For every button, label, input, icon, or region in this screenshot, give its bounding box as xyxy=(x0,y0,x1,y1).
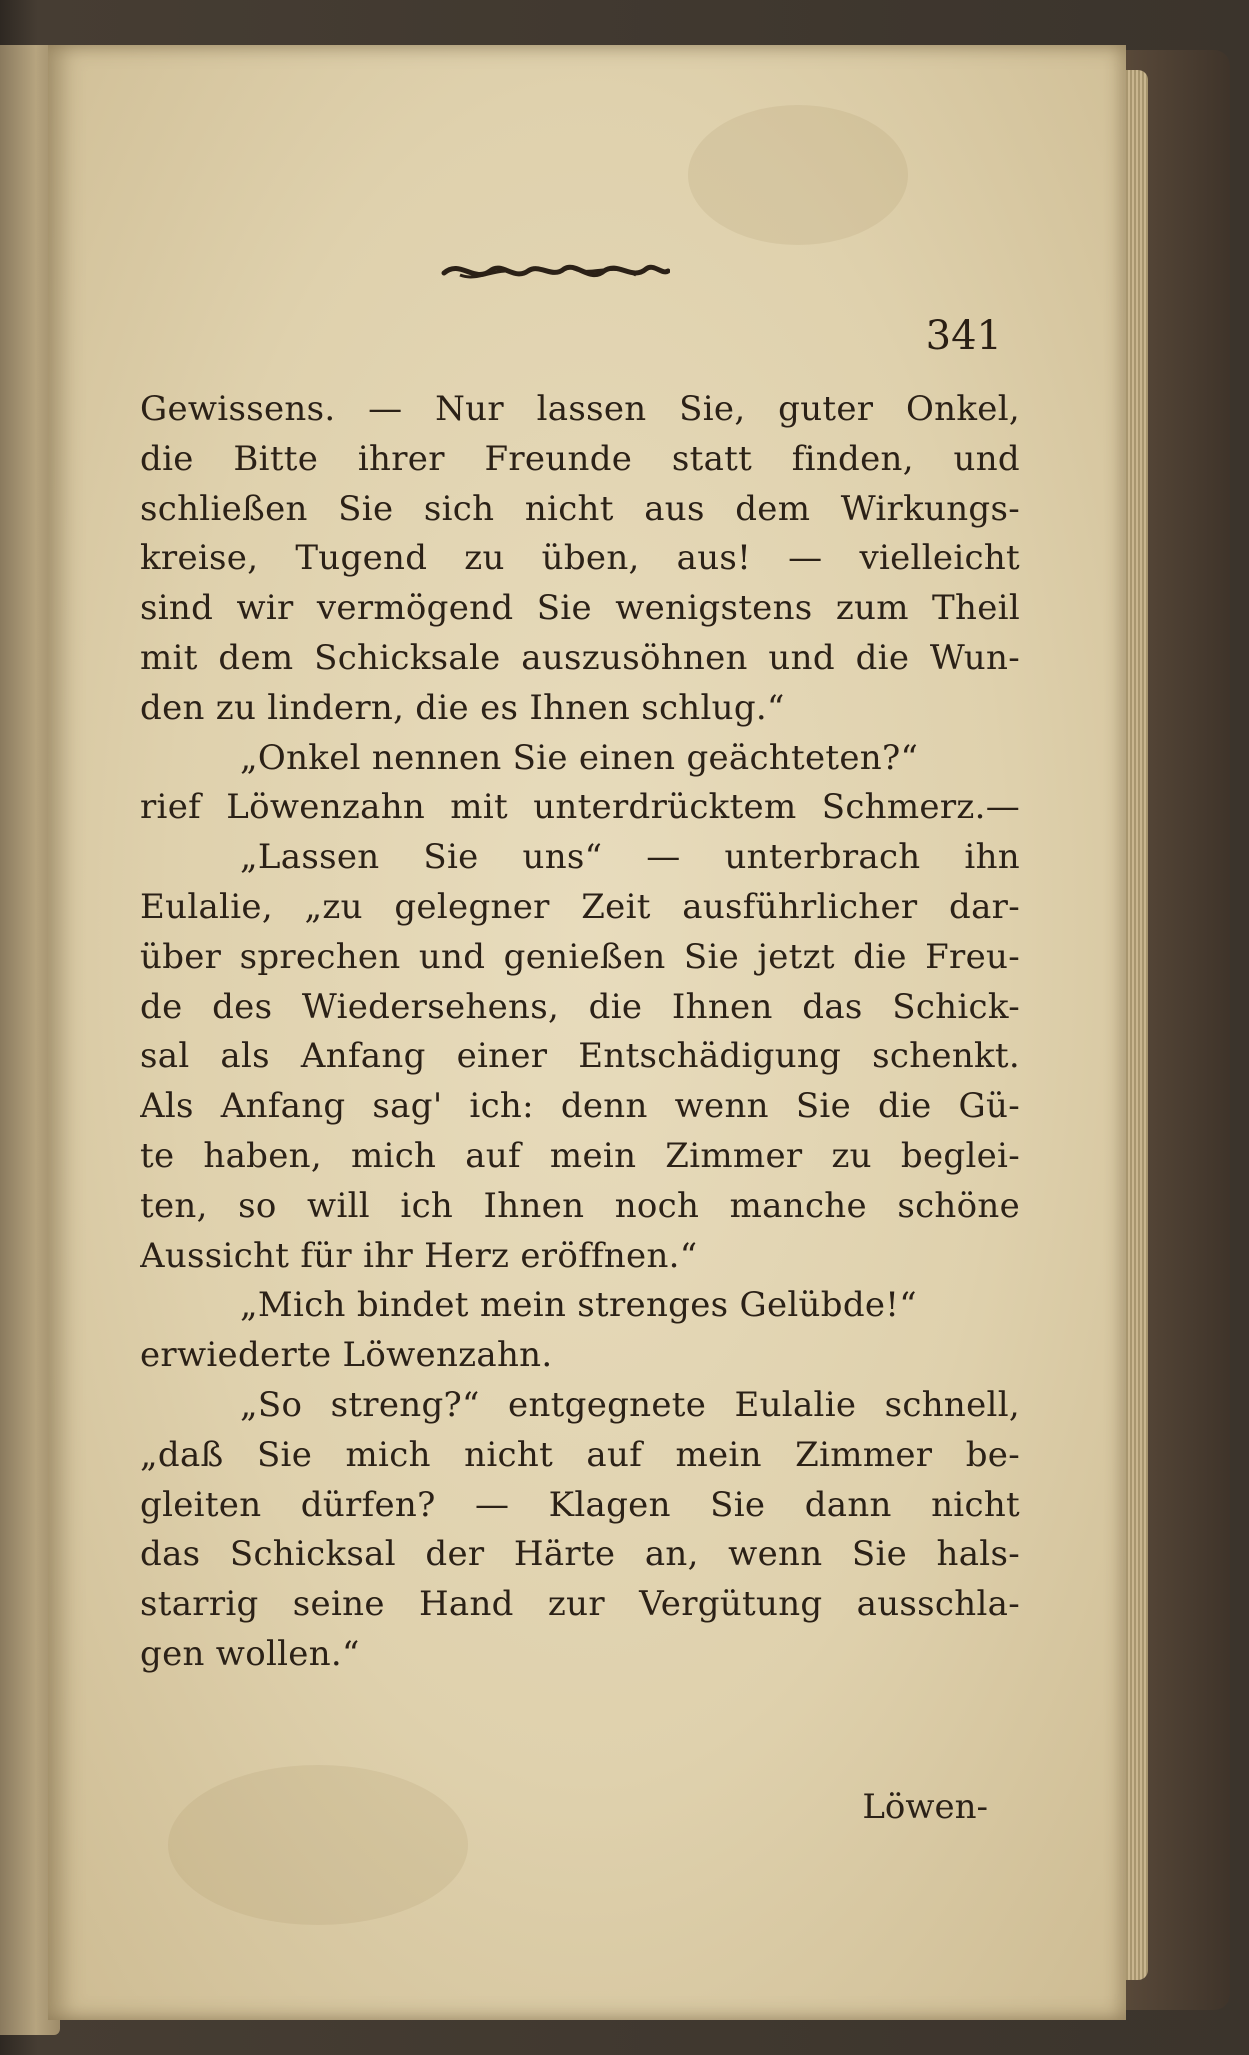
text-line: „Lassen Sie uns“ — unterbrach ihn xyxy=(240,837,1020,878)
header-ornament xyxy=(440,253,670,289)
text-line: mit dem Schicksale auszusöhnen und die Wun- xyxy=(140,637,1020,678)
body-text xyxy=(140,385,1020,1680)
text-line: Als Anfang sag' ich: denn wenn Sie die Gü- xyxy=(140,1086,1020,1127)
text-line: gen wollen.“ xyxy=(140,1633,360,1674)
text-line: „So streng?“ entgegnete Eulalie schnell, xyxy=(240,1384,1020,1425)
text-line: ten, so will ich Ihnen noch manche schöne xyxy=(140,1185,1020,1226)
text-line: gleiten dürfen? — Klagen Sie dann nicht xyxy=(140,1484,1020,1525)
text-line: Gewissens. — Nur lassen Sie, guter Onkel, xyxy=(140,389,1020,429)
text-line: schließen Sie sich nicht aus dem Wirkungs- xyxy=(140,488,1020,529)
catchword: Löwen- xyxy=(862,1787,988,1827)
text-line: rief Löwenzahn mit unterdrücktem Schmerz.— xyxy=(140,787,1020,828)
text-line: „daß Sie mich nicht auf mein Zimmer be- xyxy=(140,1434,1020,1475)
text-line: kreise, Tugend zu üben, aus! — vielleicht xyxy=(140,538,1020,579)
text-line: te haben, mich auf mein Zimmer zu beglei- xyxy=(140,1135,1020,1176)
text-line: den zu lindern, die es Ihnen schlug.“ xyxy=(140,687,785,728)
text-line: das Schicksal der Härte an, wenn Sie hals- xyxy=(140,1534,1020,1575)
text-line: „Mich bindet mein strenges Gelübde!“ xyxy=(240,1285,917,1326)
paper-stain xyxy=(688,105,908,245)
text-line: Aussicht für ihr Herz eröffnen.“ xyxy=(140,1235,698,1276)
book-page xyxy=(48,45,1126,2020)
text-line: die Bitte ihrer Freunde statt finden, und xyxy=(140,438,1020,479)
text-line: sal als Anfang einer Entschädigung schenkt. xyxy=(140,1036,1020,1077)
text-line: „Onkel nennen Sie einen geächteten?“ xyxy=(240,737,919,778)
paper-stain xyxy=(168,1765,468,1925)
text-line: über sprechen und genießen Sie jetzt die Freu- xyxy=(140,936,1020,977)
page-number: 341 xyxy=(925,313,1002,359)
text-line: Eulalie, „zu gelegner Zeit ausführlicher dar- xyxy=(140,886,1020,927)
text-line: sind wir vermögend Sie wenigstens zum Theil xyxy=(140,588,1020,629)
text-line: erwiederte Löwenzahn. xyxy=(140,1335,553,1376)
text-line: de des Wiedersehens, die Ihnen das Schick- xyxy=(140,986,1020,1027)
text-line: starrig seine Hand zur Vergütung ausschla- xyxy=(140,1584,1020,1625)
